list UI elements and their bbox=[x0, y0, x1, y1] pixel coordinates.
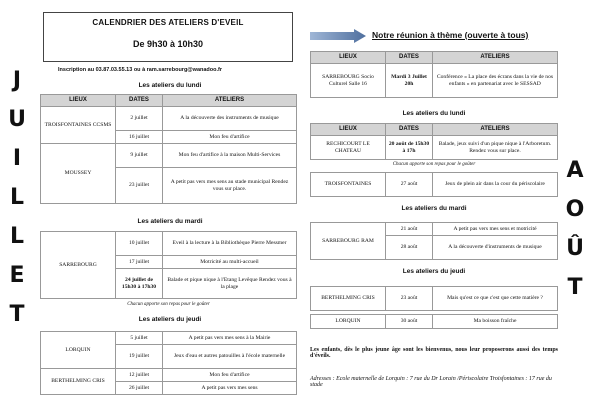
table-lundi-aout bbox=[310, 123, 558, 160]
section-title-mardi: Les ateliers du mardi bbox=[137, 218, 203, 225]
cell-atelier: Mon feu d'artifice bbox=[163, 131, 297, 144]
cell-date: 5 juillet bbox=[116, 332, 163, 345]
section-title-lundi: Les ateliers du lundi bbox=[138, 82, 202, 89]
table-lundi-aout-2 bbox=[310, 172, 558, 197]
col-header-lieux: LIEUX bbox=[41, 95, 116, 107]
table-row bbox=[311, 287, 558, 311]
table-row bbox=[311, 64, 558, 98]
cell-atelier: Eveil à la lecture à la Bibliothèque Pierre Messmer bbox=[163, 232, 297, 256]
cell-atelier: Jeux d'eau et autres patouilles à l'école maternelle bbox=[163, 345, 297, 369]
table-theme bbox=[310, 51, 558, 98]
lunch-note: Chacun apporte son repas pour le goûter bbox=[392, 162, 476, 167]
arrow-right-icon bbox=[310, 29, 366, 43]
table-row bbox=[311, 223, 558, 236]
month-letter: I bbox=[12, 146, 22, 171]
cell-date: 24 juillet de 15h30 à 17h30 bbox=[116, 269, 163, 299]
table-row bbox=[311, 136, 558, 160]
month-aout bbox=[562, 160, 588, 299]
cell-atelier: A la découverte d'instruments de musique bbox=[433, 236, 558, 260]
table-jeudi-aout-1 bbox=[310, 286, 558, 311]
calendar-hours: De 9h30 à 10h30 bbox=[132, 39, 204, 49]
cell-lieu: TROISFONTAINES bbox=[311, 173, 386, 197]
calendar-header-box bbox=[43, 12, 293, 62]
cell-date: 26 juillet bbox=[116, 382, 163, 395]
cell-atelier: Mon feu d'artifice bbox=[163, 369, 297, 382]
month-letter: T bbox=[9, 302, 25, 327]
month-letter: J bbox=[12, 68, 22, 93]
cell-lieu: SARREBOURG RAM bbox=[311, 223, 386, 260]
table-mardi-aout bbox=[310, 222, 558, 260]
col-header-dates: DATES bbox=[386, 124, 433, 136]
cell-date: 30 août bbox=[386, 315, 433, 329]
table-jeudi-juillet bbox=[40, 331, 297, 395]
cell-date: 12 juillet bbox=[116, 369, 163, 382]
month-letter: O bbox=[565, 197, 585, 222]
cell-lieu: RECHICOURT LE CHATEAU bbox=[311, 136, 386, 160]
cell-lieu: LORQUIN bbox=[311, 315, 386, 329]
cell-atelier: A petit pas vers mes sens bbox=[163, 382, 297, 395]
lunch-note: Chacun apporte son repas pour le goûter bbox=[127, 302, 210, 307]
month-letter: U bbox=[8, 107, 26, 132]
cell-date: Mardi 3 Juillet 20h bbox=[386, 64, 433, 98]
month-letter: A bbox=[566, 158, 584, 183]
col-header-dates: DATES bbox=[116, 95, 163, 107]
cell-lieu: BERTHELMING CRIS bbox=[311, 287, 386, 311]
table-row bbox=[41, 107, 297, 131]
col-header-dates: DATES bbox=[386, 52, 433, 64]
month-letter: E bbox=[9, 263, 25, 288]
cell-atelier: A petit pas vers mes sens et motricité bbox=[433, 223, 558, 236]
cell-atelier: Mon feu d'artifice à la maison Multi-Services bbox=[163, 144, 297, 168]
cell-lieu: LORQUIN bbox=[41, 332, 116, 369]
table-lundi-juillet bbox=[40, 94, 297, 204]
section-title-jeudi: Les ateliers du jeudi bbox=[138, 316, 202, 323]
col-header-ateliers: ATELIERS bbox=[433, 52, 558, 64]
section-title-jeudi-aout: Les ateliers du jeudi bbox=[402, 268, 466, 275]
cell-lieu: SARREBOURG Socio Culturel Salle 16 bbox=[311, 64, 386, 98]
month-letter: Û bbox=[566, 236, 584, 261]
table-mardi-juillet bbox=[40, 231, 297, 299]
cell-atelier: Ma boisson fraîche bbox=[433, 315, 558, 329]
table-row bbox=[311, 315, 558, 329]
table-row bbox=[311, 173, 558, 197]
cell-atelier: A petit pas vers mes sens au stade municipal Rendez vous sur place. bbox=[163, 168, 297, 204]
cell-date: 2 juillet bbox=[116, 107, 163, 131]
col-header-ateliers: ATELIERS bbox=[433, 124, 558, 136]
cell-date: 20 août de 15h30 à 17h bbox=[386, 136, 433, 160]
table-row bbox=[41, 332, 297, 345]
cell-lieu: TROISFONTAINES CCSMS bbox=[41, 107, 116, 144]
table-row bbox=[41, 232, 297, 256]
cell-lieu: MOUSSEY bbox=[41, 144, 116, 204]
col-header-lieux: LIEUX bbox=[311, 52, 386, 64]
month-letter: L bbox=[9, 224, 25, 249]
table-jeudi-aout-2 bbox=[310, 314, 558, 329]
cell-atelier: Balade et pique nique à l'Etang Levêque Rendez vous à la plage bbox=[163, 269, 297, 299]
cell-date: 19 juillet bbox=[116, 345, 163, 369]
cell-atelier: Motricité au multi-accueil bbox=[163, 256, 297, 269]
contact-info: Inscription au 03.87.03.55.13 ou à ram.sarrebourg@wanadoo.fr bbox=[58, 67, 223, 73]
cell-date: 9 juillet bbox=[116, 144, 163, 168]
section-title-mardi-aout: Les ateliers du mardi bbox=[401, 205, 467, 212]
cell-atelier: A la découverte des instruments de musique bbox=[163, 107, 297, 131]
cell-atelier: Jeux de plein air dans la cour du périscolaire bbox=[433, 173, 558, 197]
month-juillet bbox=[4, 70, 30, 326]
table-row bbox=[41, 144, 297, 168]
theme-title: Notre réunion à thème (ouverte à tous) bbox=[372, 30, 529, 40]
col-header-ateliers: ATELIERS bbox=[163, 95, 297, 107]
section-title-lundi-aout: Les ateliers du lundi bbox=[402, 110, 466, 117]
cell-date: 23 août bbox=[386, 287, 433, 311]
cell-atelier: Balade, jeux suivi d'un pique nique à l'Arboretum. Rendez vous sur place. bbox=[433, 136, 558, 160]
cell-atelier: A petit pas vers mes sens à la Mairie bbox=[163, 332, 297, 345]
month-letter: T bbox=[567, 275, 583, 300]
calendar-title: CALENDRIER DES ATELIERS D'EVEIL bbox=[92, 18, 244, 27]
month-letter: L bbox=[9, 185, 25, 210]
cell-date: 21 août bbox=[386, 223, 433, 236]
cell-lieu: BERTHELMING CRIS bbox=[41, 369, 116, 395]
cell-date: 28 août bbox=[386, 236, 433, 260]
cell-atelier: Conférence « La place des écrans dans la vie de nos enfants » en partenariat avec le SESSAD bbox=[433, 64, 558, 98]
cell-date: 23 juillet bbox=[116, 168, 163, 204]
welcome-text: Les enfants, dès le plus jeune âge sont les bienvenus, nous leur proposerons aussi des temps d'éveils. bbox=[310, 347, 558, 359]
cell-date: 16 juillet bbox=[116, 131, 163, 144]
cell-date: 10 juillet bbox=[116, 232, 163, 256]
table-row bbox=[41, 369, 297, 382]
cell-atelier: Mais qu'est ce que c'est que cette matière ? bbox=[433, 287, 558, 311]
cell-date: 17 juillet bbox=[116, 256, 163, 269]
addresses-text: Adresses : Ecole maternelle de Lorquin : 7 rue du Dr Lorain /Périscolaire Troisfontaines : 17 rue du stade bbox=[310, 376, 552, 388]
col-header-lieux: LIEUX bbox=[311, 124, 386, 136]
cell-lieu: SARREBOURG bbox=[41, 232, 116, 299]
cell-date: 27 août bbox=[386, 173, 433, 197]
